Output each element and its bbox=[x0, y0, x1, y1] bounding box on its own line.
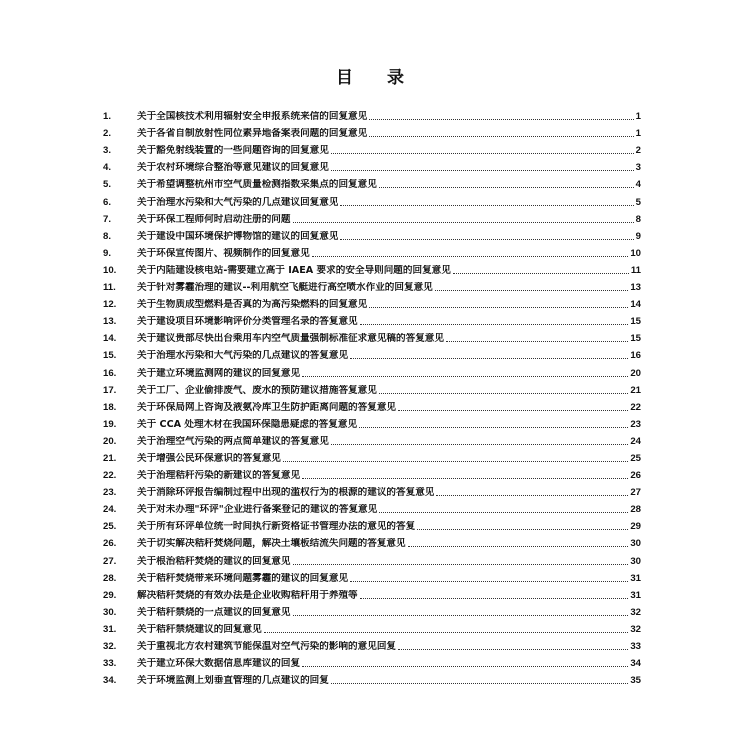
toc-entry-page: 30 bbox=[630, 555, 641, 567]
toc-entry[interactable] bbox=[103, 380, 641, 397]
toc-dot-leader bbox=[360, 598, 629, 599]
toc-entry-number: 33. bbox=[103, 658, 117, 670]
toc-entry[interactable] bbox=[103, 414, 641, 431]
toc-entry[interactable] bbox=[103, 499, 641, 516]
toc-entry[interactable] bbox=[103, 294, 641, 311]
toc-entry-title: 关于建设中国环境保护博物馆的建议的回复意见 bbox=[137, 230, 339, 242]
toc-entry-title: 关于环保工程师何时启动注册的问题 bbox=[137, 213, 291, 225]
toc-entry-number: 12. bbox=[103, 299, 117, 311]
toc-entry[interactable] bbox=[103, 670, 641, 687]
toc-entry[interactable] bbox=[103, 157, 641, 174]
toc-entry-number: 18. bbox=[103, 401, 117, 413]
toc-entry-number: 29. bbox=[103, 589, 117, 601]
toc-entry-page: 29 bbox=[630, 521, 641, 533]
toc-entry-title: 关于秸秆焚烧带来环境问题雾霾的建议的回复意见 bbox=[137, 572, 349, 584]
toc-entry-number: 5. bbox=[103, 179, 112, 191]
toc-entry-page: 22 bbox=[630, 401, 641, 413]
toc-entry-title: 关于环境监测上划垂直管理的几点建议的回复 bbox=[137, 675, 329, 687]
toc-entry-page: 33 bbox=[630, 641, 641, 652]
toc-dot-leader bbox=[417, 529, 628, 530]
toc-entry-page: 27 bbox=[630, 487, 641, 499]
toc-dot-leader bbox=[398, 410, 628, 411]
toc-entry-number: 27. bbox=[103, 555, 117, 567]
toc-entry-title: 关于建立环境监测网的建议的回复意见 bbox=[137, 367, 301, 379]
toc-entry-number: 17. bbox=[103, 384, 117, 396]
toc-entry-title: 关于建议贵部尽快出台乘用车内空气质量强制标准征求意见稿的答复意见 bbox=[137, 333, 444, 345]
toc-entry-title: 关于切实解决秸秆焚烧问题，解决土壤板结流失问题的答复意见 bbox=[137, 538, 406, 550]
toc-dot-leader bbox=[350, 358, 628, 359]
toc-entry[interactable] bbox=[103, 345, 641, 362]
toc-entry[interactable] bbox=[103, 209, 641, 226]
toc-entry-title: 关于针对雾霾治理的建议--利用航空飞艇进行高空喷水作业的回复意见 bbox=[137, 282, 433, 294]
toc-entry-page: 31 bbox=[630, 589, 641, 601]
toc-dot-leader bbox=[369, 307, 628, 308]
toc-dot-leader bbox=[360, 324, 629, 325]
toc-entry-title: 关于治理水污染和大气污染的几点建议的答复意见 bbox=[137, 350, 349, 362]
toc-entry-page: 3 bbox=[635, 162, 641, 174]
toc-entry-page: 4 bbox=[635, 179, 641, 191]
toc-dot-leader bbox=[369, 136, 633, 137]
toc-entry-number: 10. bbox=[103, 264, 117, 276]
toc-entry[interactable] bbox=[103, 482, 641, 499]
toc-entry-title: 关于重视北方农村建筑节能保温对空气污染的影响的意见回复 bbox=[137, 641, 397, 652]
toc-list bbox=[103, 106, 641, 687]
toc-dot-leader bbox=[435, 290, 629, 291]
toc-entry-title: 关于根治秸秆焚烧的建议的回复意见 bbox=[137, 555, 291, 567]
toc-entry-number: 11. bbox=[103, 282, 116, 294]
toc-entry-page: 32 bbox=[630, 623, 641, 635]
toc-entry-page: 35 bbox=[630, 675, 641, 687]
toc-entry-number: 9. bbox=[103, 247, 112, 259]
toc-dot-leader bbox=[283, 461, 628, 462]
toc-entry-title: 关于建立环保大数据信息库建议的回复 bbox=[137, 658, 301, 670]
toc-dot-leader bbox=[331, 153, 634, 154]
toc-entry[interactable] bbox=[103, 191, 641, 208]
toc-entry-page: 25 bbox=[630, 452, 641, 464]
toc-entry-page: 8 bbox=[635, 213, 641, 225]
toc-entry-page: 20 bbox=[630, 367, 641, 379]
toc-title: 目 录 bbox=[336, 68, 418, 88]
toc-entry-number: 2. bbox=[103, 128, 112, 140]
toc-entry-page: 31 bbox=[630, 572, 641, 584]
toc-dot-leader bbox=[350, 581, 628, 582]
toc-entry-number: 31. bbox=[103, 623, 117, 635]
toc-entry-title: 关于所有环评单位统一时间执行新资格证书管理办法的意见的答复 bbox=[137, 521, 416, 533]
toc-entry-page: 10 bbox=[630, 247, 641, 259]
toc-entry-number: 22. bbox=[103, 470, 117, 482]
toc-dot-leader bbox=[453, 273, 629, 274]
toc-entry-number: 21. bbox=[103, 452, 117, 464]
toc-entry[interactable] bbox=[103, 140, 641, 157]
toc-entry-page: 16 bbox=[630, 350, 641, 362]
toc-dot-leader bbox=[331, 444, 628, 445]
toc-entry-page: 23 bbox=[630, 418, 641, 430]
toc-entry-number: 26. bbox=[103, 538, 117, 550]
toc-entry-number: 23. bbox=[103, 487, 117, 499]
toc-entry[interactable] bbox=[103, 568, 641, 585]
toc-entry[interactable] bbox=[103, 123, 641, 140]
toc-entry-title: 关于希望调整杭州市空气质量检测指数采集点的回复意见 bbox=[137, 179, 377, 191]
toc-entry-title: 关于内陆建设核电站-需要建立高于 IAEA 要求的安全导则问题的回复意见 bbox=[137, 264, 451, 276]
toc-entry[interactable] bbox=[103, 602, 641, 619]
toc-entry-number: 15. bbox=[103, 350, 117, 362]
toc-entry-page: 14 bbox=[630, 299, 641, 311]
toc-entry[interactable] bbox=[103, 174, 641, 191]
toc-entry-number: 13. bbox=[103, 316, 117, 328]
toc-entry-page: 30 bbox=[630, 538, 641, 550]
toc-entry-title: 解决秸秆焚烧的有效办法是企业收购秸秆用于养殖等 bbox=[137, 589, 358, 601]
toc-entry-title: 关于秸秆禁烧的一点建议的回复意见 bbox=[137, 606, 291, 618]
toc-entry-title: 关于对未办理"环评"企业进行备案登记的建议的答复意见 bbox=[137, 504, 378, 516]
toc-entry-title: 关于工厂、企业偷排废气、废水的预防建议措施答复意见 bbox=[137, 384, 377, 396]
toc-dot-leader bbox=[312, 256, 629, 257]
toc-entry-number: 16. bbox=[103, 367, 117, 379]
toc-dot-leader bbox=[379, 512, 628, 513]
toc-entry-page: 34 bbox=[630, 658, 641, 670]
toc-dot-leader bbox=[302, 376, 628, 377]
toc-entry-title: 关于全国核技术利用辐射安全申报系统来信的回复意见 bbox=[137, 111, 368, 123]
toc-dot-leader bbox=[302, 478, 628, 479]
toc-dot-leader bbox=[331, 683, 628, 684]
toc-entry[interactable] bbox=[103, 243, 641, 260]
toc-entry-number: 3. bbox=[103, 145, 112, 157]
toc-entry[interactable] bbox=[103, 397, 641, 414]
toc-entry[interactable] bbox=[103, 533, 641, 550]
toc-entry[interactable] bbox=[103, 653, 641, 670]
toc-entry-number: 7. bbox=[103, 213, 112, 225]
toc-entry-number: 8. bbox=[103, 230, 112, 242]
toc-entry-page: 2 bbox=[635, 145, 641, 157]
toc-entry-number: 24. bbox=[103, 504, 117, 516]
toc-dot-leader bbox=[436, 495, 628, 496]
toc-entry-title: 关于各省自制放射性同位素异地备案表问题的回复意见 bbox=[137, 128, 368, 140]
toc-entry-title: 关于生物质成型燃料是否真的为高污染燃料的回复意见 bbox=[137, 299, 368, 311]
toc-entry-title: 关于农村环境综合整治等意见建议的回复意见 bbox=[137, 162, 329, 174]
toc-entry-page: 28 bbox=[630, 504, 641, 516]
toc-dot-leader bbox=[264, 632, 629, 633]
toc-dot-leader bbox=[302, 666, 628, 667]
toc-dot-leader bbox=[340, 205, 633, 206]
toc-entry[interactable] bbox=[103, 431, 641, 448]
toc-entry-number: 30. bbox=[103, 606, 117, 618]
toc-entry-title: 关于治理空气污染的两点简单建议的答复意见 bbox=[137, 435, 329, 447]
toc-entry-page: 9 bbox=[635, 230, 641, 242]
toc-entry[interactable] bbox=[103, 311, 641, 328]
toc-dot-leader bbox=[369, 119, 633, 120]
toc-entry[interactable] bbox=[103, 106, 641, 123]
toc-entry[interactable] bbox=[103, 585, 641, 602]
toc-entry[interactable] bbox=[103, 636, 641, 653]
toc-entry-number: 20. bbox=[103, 435, 117, 447]
toc-entry[interactable] bbox=[103, 448, 641, 465]
toc-entry[interactable] bbox=[103, 328, 641, 345]
toc-entry-title: 关于建设项目环境影响评价分类管理名录的答复意见 bbox=[137, 316, 358, 328]
toc-entry[interactable] bbox=[103, 619, 641, 636]
toc-dot-leader bbox=[398, 649, 628, 650]
toc-dot-leader bbox=[340, 239, 633, 240]
toc-entry-title: 关于秸秆禁烧建议的回复意见 bbox=[137, 623, 262, 635]
toc-entry-title: 关于环保局网上咨询及液氨冷库卫生防护距离问题的答复意见 bbox=[137, 401, 397, 413]
toc-dot-leader bbox=[379, 393, 628, 394]
toc-entry-title: 关于增强公民环保意识的答复意见 bbox=[137, 452, 281, 464]
toc-dot-leader bbox=[408, 546, 629, 547]
toc-entry[interactable] bbox=[103, 550, 641, 567]
toc-entry-page: 5 bbox=[635, 196, 641, 208]
toc-entry-page: 1 bbox=[635, 111, 641, 123]
toc-entry-number: 6. bbox=[103, 196, 112, 208]
toc-dot-leader bbox=[359, 427, 628, 428]
toc-entry-title: 关于治理水污染和大气污染的几点建议回复意见 bbox=[137, 196, 339, 208]
toc-entry-page: 15 bbox=[630, 316, 641, 328]
toc-entry-title: 关于豁免射线装置的一些问题咨询的回复意见 bbox=[137, 145, 329, 157]
toc-entry[interactable] bbox=[103, 516, 641, 533]
toc-entry[interactable] bbox=[103, 277, 641, 294]
toc-entry-number: 34. bbox=[103, 675, 117, 687]
toc-entry-title: 关于 CCA 处理木材在我国环保隐患疑虑的答复意见 bbox=[137, 418, 358, 430]
toc-entry-page: 24 bbox=[630, 435, 641, 447]
toc-entry-page: 13 bbox=[630, 282, 641, 294]
toc-entry-number: 32. bbox=[103, 641, 117, 652]
toc-dot-leader bbox=[331, 170, 634, 171]
toc-entry-number: 1. bbox=[103, 111, 112, 123]
toc-entry-page: 1 bbox=[635, 128, 641, 140]
toc-entry-title: 关于环保宣传图片、视频制作的回复意见 bbox=[137, 247, 310, 259]
toc-entry[interactable] bbox=[103, 260, 641, 277]
toc-entry-number: 25. bbox=[103, 521, 117, 533]
toc-dot-leader bbox=[293, 222, 634, 223]
toc-entry-number: 14. bbox=[103, 333, 117, 345]
toc-entry-title: 关于治理秸秆污染的新建议的答复意见 bbox=[137, 470, 301, 482]
toc-entry-number: 4. bbox=[103, 162, 112, 174]
toc-entry-page: 11 bbox=[630, 264, 641, 276]
toc-entry-number: 28. bbox=[103, 572, 117, 584]
toc-entry[interactable] bbox=[103, 362, 641, 379]
toc-entry-page: 32 bbox=[630, 606, 641, 618]
toc-entry-page: 15 bbox=[630, 333, 641, 345]
toc-entry-page: 21 bbox=[630, 384, 641, 396]
toc-dot-leader bbox=[379, 187, 634, 188]
toc-dot-leader bbox=[446, 341, 628, 342]
toc-entry[interactable] bbox=[103, 465, 641, 482]
toc-dot-leader bbox=[293, 615, 629, 616]
toc-dot-leader bbox=[293, 564, 629, 565]
toc-entry-page: 26 bbox=[630, 470, 641, 482]
toc-entry-title: 关于消除环评报告编制过程中出现的滥权行为的根源的建议的答复意见 bbox=[137, 487, 435, 499]
toc-entry[interactable] bbox=[103, 226, 641, 243]
toc-entry-number: 19. bbox=[103, 418, 117, 430]
